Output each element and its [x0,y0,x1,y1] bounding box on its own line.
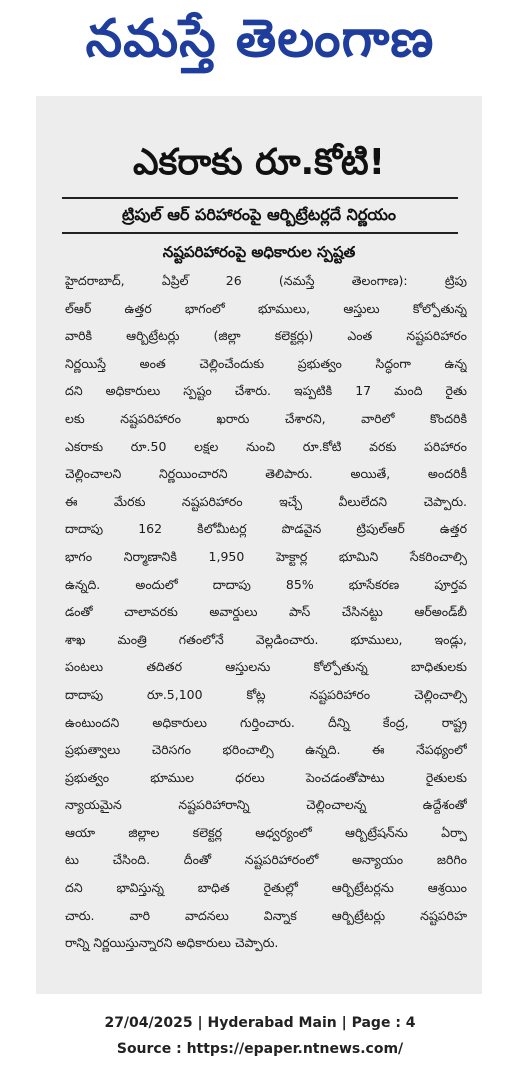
article-line: ఉంటుందని అధికారులు గుర్తించారు. దీన్ని కేంద్ర, రాష్ట్ర [65,714,467,730]
article-line: భాగం నిర్మాణానికి 1,950 హెక్టార్ల భూమిని సేకరించాల్సి [65,548,467,564]
article-line: రాన్ని నిర్ణయిస్తున్నారని అధికారులు చెప్పారు. [65,935,279,951]
subhead-rule-bottom [62,232,458,234]
article-line: ల్‌ఆర్ ఉత్తర భాగంలో భూములు, ఆస్తులు కోల్పోతున్న [65,300,467,316]
article-line: దని భావిస్తున్న బాధిత రైతుల్లో ఆర్బిట్రేటర్లను ఆశ్రయిం [65,880,467,896]
article-line: డంతో చాలావరకు అవార్డులు పాస్ చేసినట్టు ఆర్‌అండ్‌బీ [65,604,467,620]
edition-name: Hyderabad Main [207,1015,337,1031]
clip-info-footer [0,1015,520,1031]
article-line: దాదాపు 162 కిలోమీటర్ల పొడవైన ట్రిపుల్‌ఆర్ ఉత్తర [65,521,467,537]
article-line: ప్రభుత్వం భూముల ధరలు పెంచడంతోపాటు రైతులకు [65,769,467,785]
article-line: న్యాయమైన నష్టపరిహారాన్ని చెల్లించాలన్న ఉద్దేశంతో [65,797,467,813]
article-line: చారు. వారి వాదనలు విన్నాక ఆర్బిట్రేటర్లు నష్టపరిహ [65,907,467,923]
article-line: పంటలు తదితర ఆస్తులను కోల్పోతున్న బాధితులకు [65,659,467,675]
source-link[interactable]: https://epaper.ntnews.com/ [186,1041,404,1057]
source-footer [0,1041,520,1057]
footer-separator: | [341,1015,347,1031]
article-deck: నష్టపరిహారంపై అధికారుల స్పష్టత [162,243,356,261]
article-subhead: ట్రిపుల్ ఆర్ పరిహారంపై ఆర్బిట్రేటర్లదే నిర్ణయం [121,205,397,224]
article-line: ఎకరాకు రూ.50 లక్షల నుంచి రూ.కోటి వరకు పరిహారం [65,438,467,454]
article-line: చెల్లించాలని నిర్ణయించారని తెలిపారు. అయితే, అందరికీ [65,466,467,482]
article-line: టు చేసింది. దీంతో నష్టపరిహారంలో అన్యాయం జరిగిం [65,852,467,868]
article-line: ఈ మేరకు నష్టపరిహారం ఇచ్చే వీలులేదని చెప్పారు. [65,493,467,509]
page-number: Page : 4 [351,1015,416,1031]
article-line: దని అధికారులు స్పష్టం చేశారు. ఇప్పటికి 17 మంది రైతు [65,383,467,399]
newspaper-masthead: నమస్తే తెలంగాణ [85,9,435,69]
article-line: శాఖ మంత్రి గతంలోనే వెల్లడించారు. భూములు, ఇండ్లు, [65,631,467,647]
article-line: ఉన్నది. అందులో దాదాపు 85% భూసేకరణ పూర్తవ [65,576,467,592]
article-line: లకు నష్టపరిహారం ఖరారు చేశారని, వారిలో కొందరికి [65,410,467,426]
article-line: నిర్ణయిస్తే అంత చెల్లించేందుకు ప్రభుత్వం సిద్ధంగా ఉన్న [65,355,467,371]
article-line: దాదాపు రూ.5,100 కోట్ల నష్టపరిహారం చెల్లించాల్సి [65,686,467,702]
article-body [65,267,467,957]
news-clipping [36,96,482,994]
source-label: Source : [116,1041,182,1057]
article-line: ఆయా జిల్లాల కలెక్టర్ల ఆధ్వర్యంలో ఆర్బిట్రేషన్‌ను ఏర్పా [65,824,467,840]
subhead-rule-top [62,197,458,199]
article-line: హైదరాబాద్, ఏప్రిల్ 26 (నమస్తే తెలంగాణ): ట్రిపు [65,273,467,288]
article-line: వారికి ఆర్బిట్రేటర్లు (జిల్లా కలెక్టర్లు) ఎంత నష్టపరిహారం [65,328,467,344]
article-line: ప్రభుత్వాలు చెరిసగం భరించాల్సి ఉన్నది. ఈ నేపథ్యంలో [65,742,467,758]
footer-separator: | [197,1015,203,1031]
publication-date: 27/04/2025 [104,1015,193,1031]
article-headline: ఎకరాకు రూ.కోటి! [132,142,386,183]
